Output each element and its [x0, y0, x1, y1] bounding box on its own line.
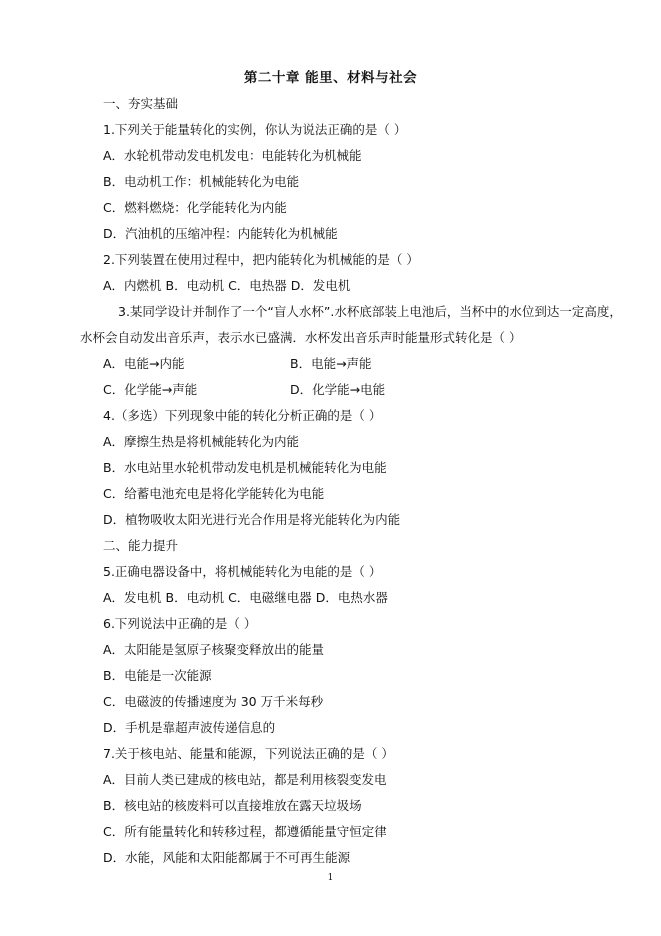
question-6-option-b: B．电能是一次能源 [103, 668, 212, 683]
question-3-option-c: C．化学能→声能 [103, 382, 198, 397]
question-4-option-a: A．摩擦生热是将机械能转化为内能 [103, 434, 300, 449]
question-5-stem: 5.正确电器设备中，将机械能转化为电能的是（ ） [103, 564, 382, 579]
question-7-option-a: A．目前人类已建成的核电站，都是利用核裂变发电 [103, 772, 387, 787]
question-3-stem-line-1: 3.某同学设计并制作了一个“盲人水杯”.水杯底部装上电池后，当杯中的水位到达一定高度， [118, 304, 622, 319]
question-3-option-a: A．电能→内能 [103, 356, 185, 371]
question-2-options: A．内燃机 B．电动机 C．电热器 D．发电机 [103, 278, 351, 293]
question-3-stem-line-2: 水杯会自动发出音乐声，表示水已盛满．水杯发出音乐声时能量形式转化是（ ） [80, 330, 522, 345]
question-6-option-a: A．太阳能是氢原子核聚变释放出的能量 [103, 642, 325, 657]
question-7-option-d: D．水能，风能和太阳能都属于不可再生能源 [103, 850, 351, 865]
question-6-option-d: D．手机是靠超声波传递信息的 [103, 720, 276, 735]
section-heading-basics: 一、夯实基础 [103, 96, 179, 111]
question-4-option-d: D．植物吸收太阳光进行光合作用是将光能转化为内能 [103, 512, 401, 527]
chapter-title: 第二十章 能里、材料与社会 [243, 70, 418, 86]
page-number: 1 [327, 873, 334, 883]
question-7-stem: 7.关于核电站、能量和能源，下列说法正确的是（ ） [103, 746, 394, 761]
question-7-option-c: C．所有能量转化和转移过程，都遵循能量守恒定律 [103, 824, 387, 839]
question-1-option-d: D．汽油机的压缩冲程：内能转化为机械能 [103, 226, 338, 241]
question-1-stem: 1.下列关于能量转化的实例，你认为说法正确的是（ ） [103, 122, 407, 137]
question-6-option-c: C．电磁波的传播速度为 30 万千米每秒 [103, 694, 324, 709]
question-4-option-c: C．给蓄电池充电是将化学能转化为电能 [103, 486, 325, 501]
question-3-option-d: D．化学能→电能 [290, 382, 386, 397]
question-4-stem: 4.（多选）下列现象中能的转化分析正确的是（ ） [103, 408, 382, 423]
question-5-options: A．发电机 B．电动机 C．电磁继电器 D．电热水器 [103, 590, 388, 605]
question-2-stem: 2.下列装置在使用过程中，把内能转化为机械能的是（ ） [103, 252, 419, 267]
question-3-option-b: B．电能→声能 [290, 356, 372, 371]
question-1-option-a: A．水轮机带动发电机发电：电能转化为机械能 [103, 148, 362, 163]
question-4-option-b: B．水电站里水轮机带动发电机是机械能转化为电能 [103, 460, 387, 475]
question-7-option-b: B．核电站的核废料可以直接堆放在露天垃圾场 [103, 798, 362, 813]
question-1-option-c: C．燃料燃烧：化学能转化为内能 [103, 200, 287, 215]
section-heading-improvement: 二、能力提升 [103, 538, 179, 553]
question-6-stem: 6.下列说法中正确的是（ ） [103, 616, 257, 631]
question-1-option-b: B．电动机工作：机械能转化为电能 [103, 174, 300, 189]
